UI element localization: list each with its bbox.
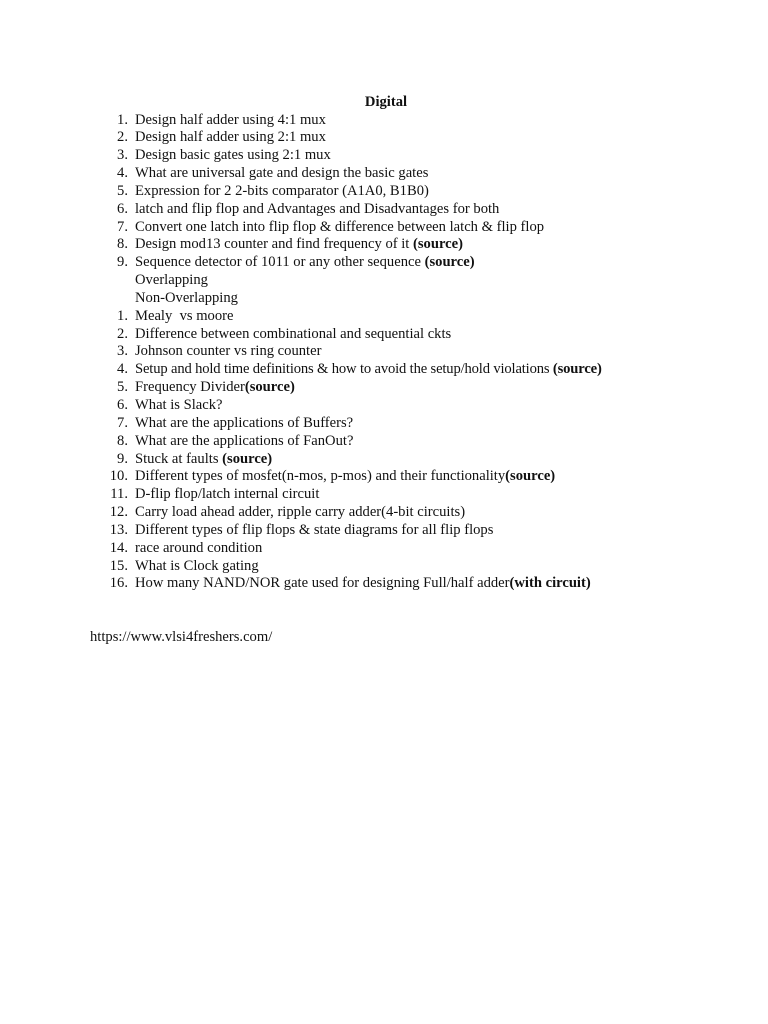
item-text: What is Clock gating — [135, 557, 259, 574]
source-tag: (source) — [505, 468, 556, 485]
item-text: How many NAND/NOR gate used for designing Full/half adder(with circuit) — [135, 575, 591, 592]
list-item — [0, 343, 768, 361]
sub-item-text: Non-Overlapping — [135, 289, 238, 306]
item-number: 7. — [117, 218, 128, 235]
item-number: 10. — [109, 468, 128, 485]
item-text: Design half adder using 4:1 mux — [135, 111, 326, 128]
item-text: Setup and hold time definitions & how to avoid the setup/hold violations (source) — [135, 361, 602, 378]
list-item — [0, 486, 768, 504]
list-item — [0, 522, 768, 540]
item-text: Carry load ahead adder, ripple carry adder(4-bit circuits) — [135, 504, 466, 521]
question-list — [0, 112, 768, 594]
sub-item-text: Overlapping — [135, 272, 208, 289]
list-item — [0, 397, 768, 415]
item-number: 16. — [109, 575, 128, 592]
source-tag: (with circuit) — [509, 575, 591, 592]
list-item — [0, 129, 768, 147]
item-number: 1. — [117, 307, 128, 324]
item-text: Design basic gates using 2:1 mux — [135, 147, 331, 164]
list-item — [0, 540, 768, 558]
item-number: 14. — [109, 539, 128, 556]
sub-item — [0, 272, 768, 290]
item-text: Expression for 2 2-bits comparator (A1A0, B1B0) — [135, 182, 429, 199]
item-text: Frequency Divider(source) — [135, 379, 295, 396]
item-text: Difference between combinational and sequential ckts — [135, 325, 452, 342]
item-text: Stuck at faults (source) — [135, 450, 273, 467]
item-text: What are the applications of FanOut? — [135, 432, 354, 449]
item-number: 3. — [117, 343, 128, 360]
item-number: 8. — [117, 236, 128, 253]
list-item — [0, 201, 768, 219]
list-item — [0, 219, 768, 237]
list-item — [0, 379, 768, 397]
list-item — [0, 575, 768, 593]
item-number: 6. — [117, 200, 128, 217]
list-item — [0, 112, 768, 130]
item-text: Different types of mosfet(n-mos, p-mos) and their functionality(source) — [135, 468, 556, 485]
item-text: Convert one latch into flip flop & difference between latch & flip flop — [135, 218, 545, 235]
item-number: 9. — [117, 254, 128, 271]
item-number: 11. — [110, 486, 128, 503]
item-number: 7. — [117, 414, 128, 431]
item-text: Design half adder using 2:1 mux — [135, 129, 326, 146]
source-tag: (source) — [413, 236, 463, 253]
sub-item — [0, 290, 768, 308]
item-text: race around condition — [135, 539, 263, 556]
list-item — [0, 433, 768, 451]
item-text: What are the applications of Buffers? — [135, 414, 354, 431]
list-item — [0, 308, 768, 326]
item-number: 9. — [117, 450, 128, 467]
item-number: 1. — [117, 111, 128, 128]
list-item — [0, 183, 768, 201]
page-title: Digital — [364, 94, 408, 110]
list-item — [0, 415, 768, 433]
item-text: D-flip flop/latch internal circuit — [135, 486, 320, 503]
source-tag: (source) — [244, 379, 295, 396]
list-item — [0, 254, 768, 272]
item-text: Sequence detector of 1011 or any other sequence (source) — [135, 254, 475, 271]
item-number: 13. — [109, 521, 128, 538]
website-url: https://www.vlsi4freshers.com/ — [90, 629, 273, 645]
source-tag: (source) — [552, 361, 602, 378]
item-number: 2. — [117, 325, 128, 342]
source-tag: (source) — [222, 450, 273, 467]
list-item — [0, 326, 768, 344]
item-number: 6. — [117, 397, 128, 413]
item-text: Mealy vs moore — [135, 307, 234, 324]
item-number: 15. — [109, 557, 128, 574]
list-item — [0, 165, 768, 183]
list-item — [0, 558, 768, 576]
item-number: 3. — [117, 147, 128, 164]
item-text: What are universal gate and design the basic gates — [135, 165, 429, 182]
item-text: latch and flip flop and Advantages and Disadvantages for both — [135, 200, 500, 217]
source-tag: (source) — [424, 254, 475, 271]
item-number: 5. — [117, 379, 128, 396]
item-text: Different types of flip flops & state diagrams for all flip flops — [135, 521, 494, 538]
item-number: 2. — [117, 129, 128, 146]
item-text: Johnson counter vs ring counter — [135, 343, 322, 360]
list-item — [0, 451, 768, 469]
list-item — [0, 361, 768, 379]
item-text: What is Slack? — [135, 397, 223, 413]
list-item — [0, 468, 768, 486]
item-number: 4. — [117, 165, 128, 182]
list-item — [0, 504, 768, 522]
item-number: 12. — [109, 504, 128, 521]
list-item — [0, 147, 768, 165]
item-text: Design mod13 counter and find frequency of it (source) — [135, 236, 463, 253]
item-number: 8. — [117, 432, 128, 449]
item-number: 4. — [117, 361, 128, 378]
item-number: 5. — [117, 182, 128, 199]
list-item — [0, 236, 768, 254]
